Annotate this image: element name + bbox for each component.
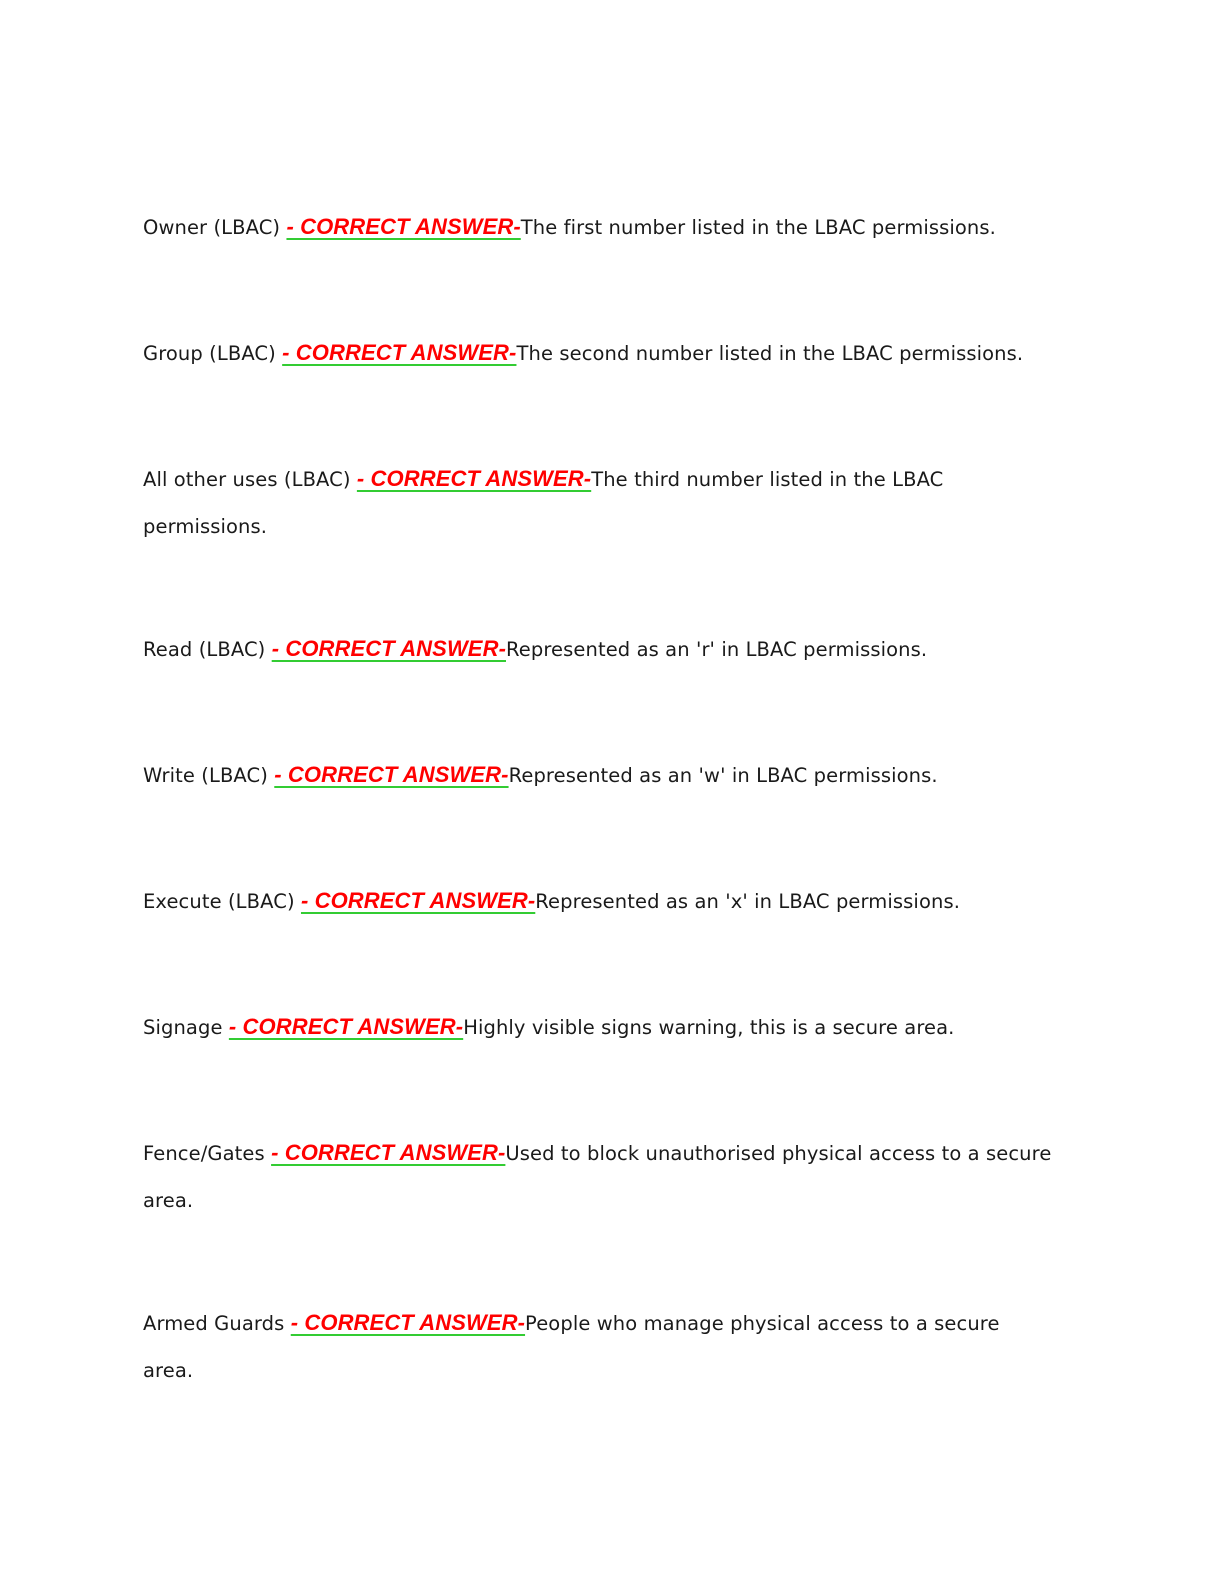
correct-answer-marker: - CORRECT ANSWER- xyxy=(356,466,592,491)
flashcard-entry xyxy=(143,329,1053,377)
term-text: Execute (LBAC) xyxy=(143,890,295,913)
flashcard-entry xyxy=(143,455,1053,550)
term-text: Read (LBAC) xyxy=(143,638,266,661)
flashcard-entry xyxy=(143,1129,1053,1224)
definition-text: Highly visible signs warning, this is a secure area. xyxy=(463,1016,955,1039)
term-text: All other uses (LBAC) xyxy=(143,468,351,491)
definition-text: The first number listed in the LBAC permissions. xyxy=(520,216,996,239)
definition-text: Represented as an 'x' in LBAC permissions. xyxy=(535,890,960,913)
definition-text: Used to block unauthorised physical access to a secure area. xyxy=(143,1142,1052,1212)
term-text: Signage xyxy=(143,1016,223,1039)
correct-answer-marker: - CORRECT ANSWER- xyxy=(300,888,536,913)
correct-answer-marker: - CORRECT ANSWER- xyxy=(274,762,509,787)
flashcard-entry xyxy=(143,751,1053,799)
flashcard-entry xyxy=(143,203,1053,251)
definition-text: The third number listed in the LBAC permissions. xyxy=(143,468,944,538)
correct-answer-marker: - CORRECT ANSWER- xyxy=(228,1014,464,1039)
correct-answer-marker: - CORRECT ANSWER- xyxy=(290,1310,526,1335)
definition-text: Represented as an 'r' in LBAC permissions. xyxy=(506,638,928,661)
term-text: Group (LBAC) xyxy=(143,342,276,365)
correct-answer-marker: - CORRECT ANSWER- xyxy=(271,636,506,661)
correct-answer-marker: - CORRECT ANSWER- xyxy=(282,340,517,365)
term-text: Fence/Gates xyxy=(143,1142,265,1165)
definition-text: People who manage physical access to a secure area. xyxy=(143,1312,1000,1382)
flashcard-entry xyxy=(143,877,1053,925)
flashcard-entry xyxy=(143,625,1053,673)
term-text: Owner (LBAC) xyxy=(143,216,281,239)
flashcard-list xyxy=(143,203,1053,1394)
correct-answer-marker: - CORRECT ANSWER- xyxy=(271,1140,506,1165)
definition-text: The second number listed in the LBAC permissions. xyxy=(516,342,1024,365)
term-text: Armed Guards xyxy=(143,1312,285,1335)
definition-text: Represented as an 'w' in LBAC permissions. xyxy=(508,764,938,787)
term-text: Write (LBAC) xyxy=(143,764,268,787)
flashcard-entry xyxy=(143,1299,1053,1394)
correct-answer-marker: - CORRECT ANSWER- xyxy=(286,214,521,239)
flashcard-entry xyxy=(143,1003,1053,1051)
